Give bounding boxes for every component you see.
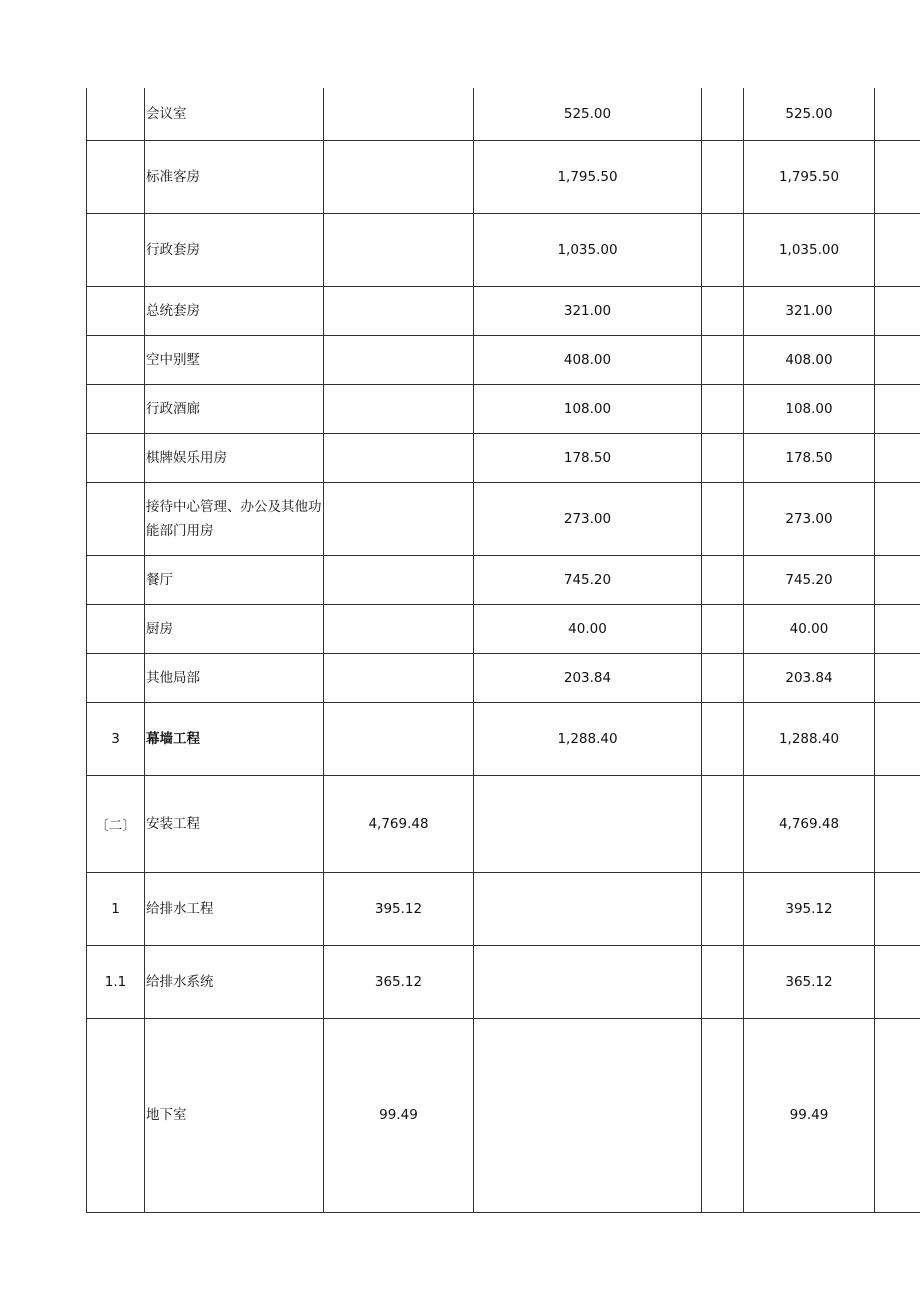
item-name-cell: 行政套房	[145, 213, 324, 286]
item-name-cell: 行政酒廊	[145, 384, 324, 433]
item-name-cell: 地下室	[145, 1018, 324, 1212]
other-cost-cell	[702, 653, 744, 702]
total-cost-cell: 40.00	[744, 604, 875, 653]
remark-cell	[875, 140, 920, 213]
civil-cost-cell: 108.00	[474, 384, 702, 433]
total-cost-cell: 1,795.50	[744, 140, 875, 213]
other-cost-cell	[702, 384, 744, 433]
civil-cost-cell	[474, 1018, 702, 1212]
remark-cell	[875, 88, 920, 140]
remark-cell	[875, 1018, 920, 1212]
row-number-cell	[87, 140, 145, 213]
civil-cost-cell: 178.50	[474, 433, 702, 482]
table-row	[87, 555, 920, 604]
table-row	[87, 335, 920, 384]
total-cost-cell: 1,035.00	[744, 213, 875, 286]
install-cost-cell	[324, 555, 474, 604]
install-cost-cell: 365.12	[324, 945, 474, 1018]
remark-cell	[875, 482, 920, 555]
item-name-cell: 接待中心管理、办公及其他功能部门用房	[145, 482, 324, 555]
item-name-cell: 给排水工程	[145, 872, 324, 945]
civil-cost-cell: 321.00	[474, 286, 702, 335]
civil-cost-cell: 1,288.40	[474, 702, 702, 775]
table-row	[87, 872, 920, 945]
row-number-cell	[87, 433, 145, 482]
other-cost-cell	[702, 140, 744, 213]
total-cost-cell: 408.00	[744, 335, 875, 384]
civil-cost-cell: 273.00	[474, 482, 702, 555]
install-cost-cell	[324, 384, 474, 433]
civil-cost-cell: 40.00	[474, 604, 702, 653]
row-number-cell	[87, 88, 145, 140]
install-cost-cell	[324, 482, 474, 555]
row-number-cell: 3	[87, 702, 145, 775]
remark-cell	[875, 775, 920, 872]
install-cost-cell	[324, 702, 474, 775]
item-name-cell: 标准客房	[145, 140, 324, 213]
other-cost-cell	[702, 213, 744, 286]
total-cost-cell: 745.20	[744, 555, 875, 604]
civil-cost-cell	[474, 775, 702, 872]
install-cost-cell	[324, 286, 474, 335]
total-cost-cell: 178.50	[744, 433, 875, 482]
other-cost-cell	[702, 555, 744, 604]
civil-cost-cell	[474, 872, 702, 945]
remark-cell	[875, 384, 920, 433]
other-cost-cell	[702, 872, 744, 945]
table-row	[87, 482, 920, 555]
row-number-cell	[87, 604, 145, 653]
item-name-cell: 安装工程	[145, 775, 324, 872]
total-cost-cell: 273.00	[744, 482, 875, 555]
row-number-cell	[87, 555, 145, 604]
remark-cell	[875, 653, 920, 702]
row-number-cell	[87, 1018, 145, 1212]
install-cost-cell	[324, 140, 474, 213]
other-cost-cell	[702, 335, 744, 384]
total-cost-cell: 4,769.48	[744, 775, 875, 872]
table-row	[87, 433, 920, 482]
item-name-cell: 厨房	[145, 604, 324, 653]
row-number-cell: 1.1	[87, 945, 145, 1018]
total-cost-cell: 1,288.40	[744, 702, 875, 775]
other-cost-cell	[702, 1018, 744, 1212]
row-number-cell	[87, 213, 145, 286]
total-cost-cell: 321.00	[744, 286, 875, 335]
civil-cost-cell	[474, 945, 702, 1018]
table-row	[87, 604, 920, 653]
install-cost-cell	[324, 604, 474, 653]
item-name-cell: 棋牌娱乐用房	[145, 433, 324, 482]
other-cost-cell	[702, 604, 744, 653]
remark-cell	[875, 213, 920, 286]
cost-table-grid	[86, 88, 920, 1213]
item-name-cell: 餐厅	[145, 555, 324, 604]
total-cost-cell: 99.49	[744, 1018, 875, 1212]
civil-cost-cell: 1,795.50	[474, 140, 702, 213]
row-number-cell: 1	[87, 872, 145, 945]
item-name-cell: 会议室	[145, 88, 324, 140]
civil-cost-cell: 745.20	[474, 555, 702, 604]
table-row	[87, 945, 920, 1018]
row-number-cell	[87, 286, 145, 335]
total-cost-cell: 365.12	[744, 945, 875, 1018]
table-row	[87, 384, 920, 433]
row-number-cell	[87, 384, 145, 433]
item-name-cell: 给排水系统	[145, 945, 324, 1018]
total-cost-cell: 108.00	[744, 384, 875, 433]
row-number-cell	[87, 335, 145, 384]
install-cost-cell: 4,769.48	[324, 775, 474, 872]
install-cost-cell: 395.12	[324, 872, 474, 945]
other-cost-cell	[702, 702, 744, 775]
remark-cell	[875, 555, 920, 604]
item-name-cell: 幕墙工程	[145, 702, 324, 775]
other-cost-cell	[702, 286, 744, 335]
remark-cell	[875, 945, 920, 1018]
remark-cell	[875, 872, 920, 945]
other-cost-cell	[702, 482, 744, 555]
remark-cell	[875, 433, 920, 482]
total-cost-cell: 525.00	[744, 88, 875, 140]
item-name-cell: 空中别墅	[145, 335, 324, 384]
install-cost-cell	[324, 335, 474, 384]
other-cost-cell	[702, 945, 744, 1018]
install-cost-cell: 99.49	[324, 1018, 474, 1212]
remark-cell	[875, 702, 920, 775]
table-row	[87, 653, 920, 702]
other-cost-cell	[702, 88, 744, 140]
table-row	[87, 1018, 920, 1212]
cost-table	[86, 88, 920, 1213]
install-cost-cell	[324, 88, 474, 140]
table-row	[87, 88, 920, 140]
total-cost-cell: 203.84	[744, 653, 875, 702]
remark-cell	[875, 286, 920, 335]
table-row	[87, 140, 920, 213]
other-cost-cell	[702, 433, 744, 482]
remark-cell	[875, 335, 920, 384]
row-number-cell: 〔二〕	[87, 775, 145, 872]
civil-cost-cell: 525.00	[474, 88, 702, 140]
item-name-cell: 其他局部	[145, 653, 324, 702]
item-name-cell: 总统套房	[145, 286, 324, 335]
install-cost-cell	[324, 433, 474, 482]
row-number-cell	[87, 482, 145, 555]
table-row	[87, 286, 920, 335]
install-cost-cell	[324, 653, 474, 702]
table-row	[87, 775, 920, 872]
table-row	[87, 213, 920, 286]
remark-cell	[875, 604, 920, 653]
other-cost-cell	[702, 775, 744, 872]
civil-cost-cell: 408.00	[474, 335, 702, 384]
total-cost-cell: 395.12	[744, 872, 875, 945]
civil-cost-cell: 203.84	[474, 653, 702, 702]
civil-cost-cell: 1,035.00	[474, 213, 702, 286]
install-cost-cell	[324, 213, 474, 286]
row-number-cell	[87, 653, 145, 702]
table-row	[87, 702, 920, 775]
